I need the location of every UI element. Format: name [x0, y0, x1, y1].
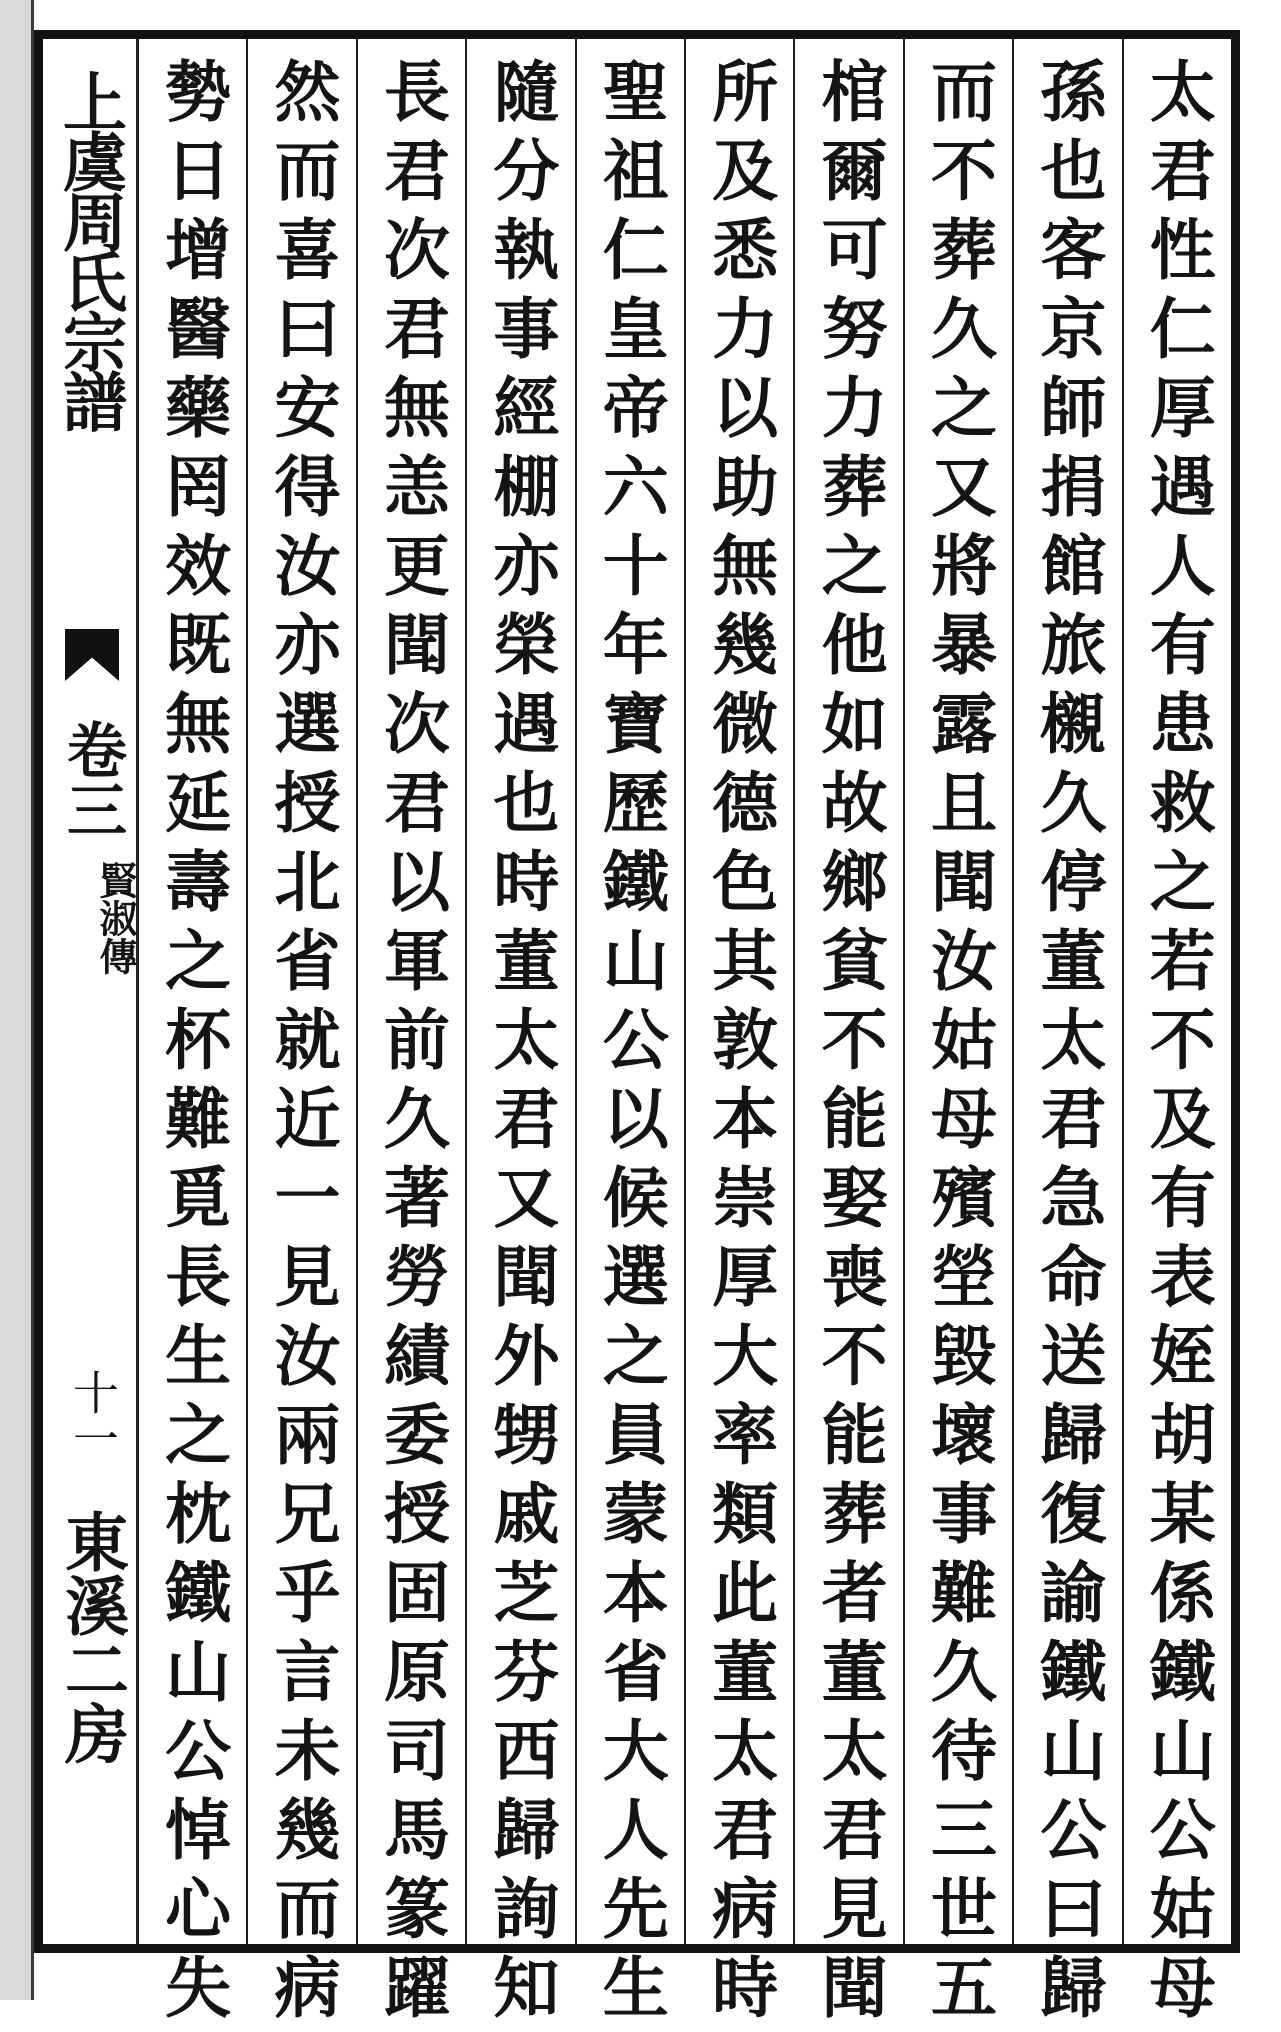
text-column-2 — [1012, 39, 1121, 2032]
volume-label: 卷三 — [57, 719, 127, 839]
section-name: 賢淑傳 — [93, 861, 138, 975]
column-text: 隨分執事經棚亦榮遇也時董太君又聞外甥戚芝芬西歸詢知 — [481, 57, 560, 2032]
column-text: 孫也客京師捐館旅櫬久停董太君急命送歸復諭鐵山公曰歸 — [1028, 57, 1107, 2032]
text-column-4 — [793, 39, 902, 2032]
book-title: 上虞周氏宗譜 — [52, 69, 127, 429]
text-columns — [139, 39, 1231, 2032]
text-column-7 — [465, 39, 574, 2032]
column-text: 勢日增醫藥罔效既無延壽之杯難覓長生之枕鐵山公悼心失 — [153, 57, 232, 2032]
column-text: 然而喜曰安得汝亦選授北省就近一見汝兩兄乎言未幾而病 — [263, 57, 342, 2032]
column-text: 而不葬久之又將暴露且聞汝姑母殯塋毀壞事難久待三世五 — [919, 57, 998, 2032]
column-text: 長君次君無恙更聞次君以軍前久著勞績委授固原司馬篆躍 — [372, 57, 451, 2032]
text-column-5 — [684, 39, 793, 2032]
page-left-edge — [0, 0, 34, 2000]
column-text: 所及悉力以助無幾微德色其敦本崇厚大率類此董太君病時 — [700, 57, 779, 2032]
text-column-9 — [246, 39, 355, 2032]
text-column-10 — [139, 39, 246, 2032]
fish-tail-mark — [65, 629, 119, 681]
text-column-1 — [1122, 39, 1231, 2032]
column-text: 太君性仁厚遇人有患救之若不及有表姪胡某係鐵山公姑母 — [1138, 57, 1217, 2032]
column-text: 棺爾可努力葬之他如故鄉貧不能娶喪不能葬者董太君見聞 — [810, 57, 889, 2032]
page-number: 十一 — [66, 1369, 120, 1461]
text-column-3 — [903, 39, 1012, 2032]
hall-name: 東溪二房 — [54, 1509, 129, 1765]
text-column-6 — [575, 39, 684, 2032]
center-margin-column — [43, 39, 139, 1944]
text-column-8 — [356, 39, 465, 2032]
column-text: 聖祖仁皇帝六十年寶歷鐵山公以候選之員蒙本省大人先生 — [591, 57, 670, 2032]
page-frame — [34, 30, 1240, 2032]
